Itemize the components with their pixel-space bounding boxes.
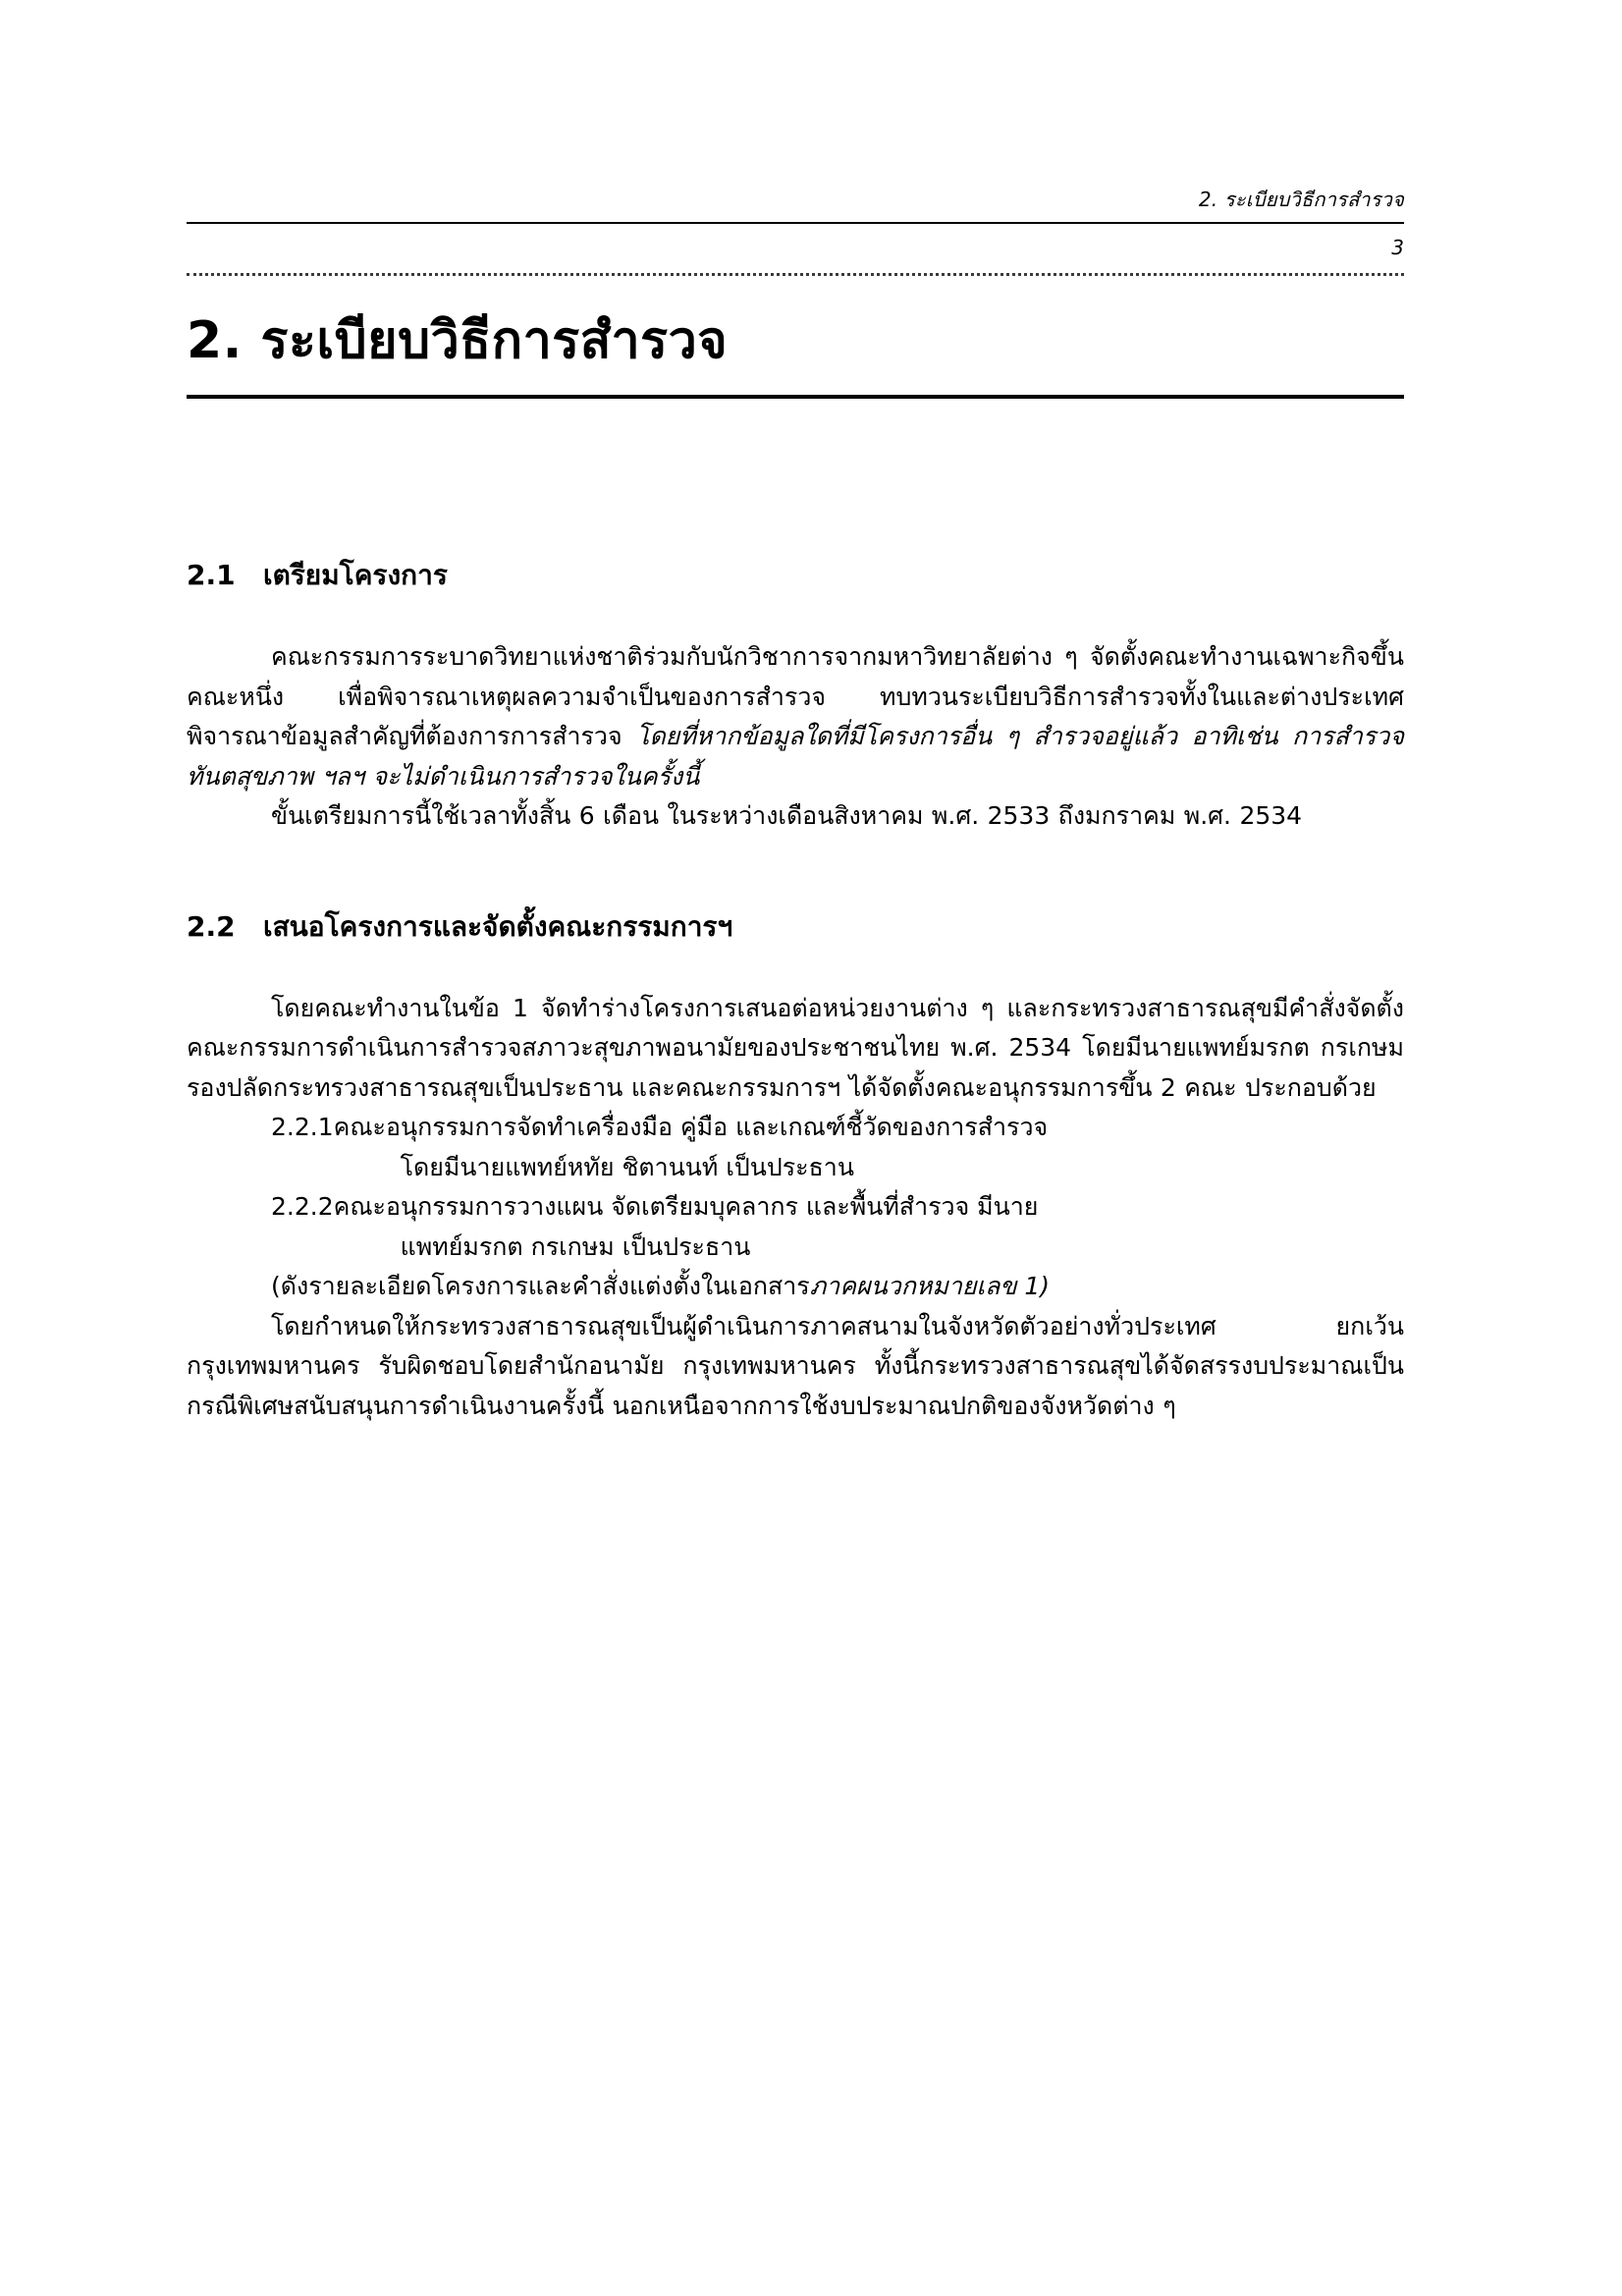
- section-2-2: [187, 907, 1404, 1427]
- paragraph-text: โดยคณะทำงานในข้อ 1 จัดทำร่างโครงการเสนอต่อหน่วยงานต่าง ๆ และกระทรวงสาธารณสุขมีคำสั่งจัดตั้งคณะกรรมการดำเนินการสำรวจสภาวะสุขภาพอนามัยของประชาชนไทย พ.ศ. 2534 โดยมีนายแพทย์มรกต กรเกษม รองปลัดกระทรวงสาธารณสุขเป็นประธาน และคณะกรรมการฯ ได้จัดตั้งคณะอนุกรรมการขึ้น 2 คณะ ประกอบด้วย: [187, 993, 1404, 1102]
- section-2-2-number: 2.2: [187, 909, 236, 943]
- header-rule: [187, 222, 1404, 224]
- paragraph-text: ขั้นเตรียมการนี้ใช้เวลาทั้งสิ้น 6 เดือน ในระหว่างเดือนสิงหาคม พ.ศ. 2533 ถึงมกราคม พ.ศ. 2534: [271, 801, 1303, 831]
- section-2-1-title: เตรียมโครงการ: [263, 559, 448, 591]
- subitem-2-2-1-number: 2.2.1: [271, 1113, 334, 1142]
- section-2-1-paragraph-2: [187, 796, 1404, 837]
- paragraph-text: โดยกำหนดให้กระทรวงสาธารณสุขเป็นผู้ดำเนินการภาคสนามในจังหวัดตัวอย่างทั่วประเทศ ยกเว้นกรุงเทพมหานคร รับผิดชอบโดยสำนักอนามัย กรุงเทพมหานคร ทั้งนี้กระทรวงสาธารณสุขได้จัดสรรงบประมาณเป็นกรณีพิเศษสนับสนุนการดำเนินงานครั้งนี้ นอกเหนือจากการใช้งบประมาณปกติของจังหวัดต่าง ๆ: [187, 1311, 1404, 1420]
- list-item: [187, 1108, 1404, 1187]
- section-2-1-number: 2.1: [187, 559, 236, 591]
- section-2-2-heading: [187, 907, 1404, 946]
- list-item: [187, 1187, 1404, 1267]
- dotted-divider: [187, 273, 1404, 284]
- title-rule: [187, 395, 1404, 399]
- subitem-2-2-1-body: [334, 1108, 1404, 1187]
- appendix-note-plain: (ดังรายละเอียดโครงการและคำสั่งแต่งตั้งในเอกสาร: [271, 1272, 810, 1301]
- section-2-2-paragraph-2: [187, 1307, 1404, 1427]
- section-2-1-paragraph-1: [187, 637, 1404, 796]
- page-number: 3: [1391, 236, 1404, 259]
- running-head: 2. ระเบียบวิธีการสำรวจ: [1198, 188, 1404, 211]
- subitem-line-1: คณะอนุกรรมการวางแผน จัดเตรียมบุคลากร และพื้นที่สำรวจ มีนาย: [333, 1192, 1039, 1222]
- section-2-1-heading: [187, 556, 1404, 594]
- subitem-2-2-2-number: 2.2.2: [271, 1192, 334, 1222]
- paragraph-text-italic: โดยที่หากข้อมูลใดที่มีโครงการอื่น ๆ สำรวจอยู่แล้ว อาทิเช่น การสำรวจทันตสุขภาพ ฯลฯ จะไม่ดำเนินการสำรวจในครั้งนี้: [187, 722, 1404, 791]
- paragraph-text-plain: คณะกรรมการระบาดวิทยาแห่งชาติร่วมกับนักวิชาการจากมหาวิทยาลัยต่าง ๆ จัดตั้งคณะทำงานเฉพาะกิจขึ้นคณะหนึ่ง เพื่อพิจารณาเหตุผลความจำเป็นของการสำรวจ ทบทวนระเบียบวิธีการสำรวจทั้งในและต่างประเทศ พิจารณาข้อมูลสำคัญที่ต้องการการสำรวจ: [187, 642, 1404, 751]
- subitem-line-1: คณะอนุกรรมการจัดทำเครื่องมือ คู่มือ และเกณฑ์ชี้วัดของการสำรวจ: [333, 1113, 1049, 1142]
- subitem-line-2: โดยมีนายแพทย์หทัย ชิตานนท์ เป็นประธาน: [400, 1152, 854, 1181]
- subitem-2-2-2-body: [334, 1187, 1404, 1267]
- appendix-note-italic: ภาคผนวกหมายเลข 1): [809, 1272, 1051, 1301]
- appendix-note: [187, 1267, 1404, 1307]
- section-2-2-title: เสนอโครงการและจัดตั้งคณะกรรมการฯ: [263, 909, 733, 943]
- section-2-2-paragraph-1: [187, 989, 1404, 1109]
- page-title: 2. ระเบียบวิธีการสำรวจ: [187, 311, 729, 370]
- subitem-line-2: แพทย์มรกต กรเกษม เป็นประธาน: [400, 1231, 751, 1261]
- page-content: [187, 0, 1404, 1426]
- section-2-1: [187, 556, 1404, 837]
